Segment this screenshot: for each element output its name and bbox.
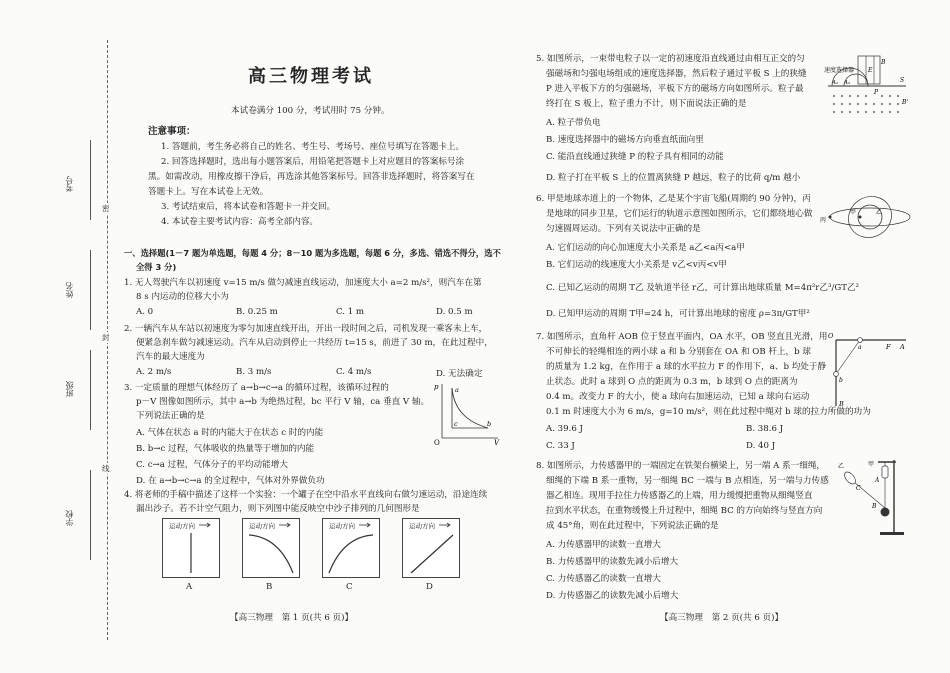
a1-label: A₁ xyxy=(832,80,839,86)
satellite-bing xyxy=(829,216,832,219)
sidebar-line xyxy=(90,140,91,220)
stand-base xyxy=(880,532,904,535)
question-2-text: 汽车的最大速度为 xyxy=(136,352,205,362)
question-8-text: 成 45°角，则在此过程中，下列说法正确的是 xyxy=(546,521,719,531)
q4-figure-a xyxy=(162,518,220,578)
page-footer: 【高三物理 第 2 页(共 6 页)】 xyxy=(660,613,784,623)
notice-line: 1. 答题前，考生务必将自己的姓名、考生号、考场号、座位号填写在答题卡上。 xyxy=(161,142,465,152)
q6-option: D. 已知甲运动的周期 T甲=24 h，可计算出地球的密度 ρ=3π/GT甲² xyxy=(546,309,810,319)
question-6-text: 匀速圆周运动。下列有关说法中正确的是 xyxy=(546,224,701,234)
yi-label: 乙 xyxy=(876,209,883,216)
a-label: a xyxy=(858,344,862,351)
velocity-selector-figure xyxy=(822,50,910,120)
question-5-text: 终打在 S 板上，粒子重力不计，则下面说法正确的是 xyxy=(546,99,747,109)
question-1-text: 8 s 内运动的位移大小为 xyxy=(136,292,229,302)
question-1-text: 1. 无人驾驶汽车以初速度 v=15 m/s 做匀减速直线运动，加速度大小 a=2 m/s²，则汽车在第 xyxy=(124,278,482,288)
o-label: O xyxy=(828,332,834,340)
q4-option: D xyxy=(426,582,433,592)
question-5-text: P 进入平板下方的匀强磁场，平板下方的磁场方向如图所示。粒子最 xyxy=(546,84,804,94)
q8-option: D. 力传感器乙的读数先减小后增大 xyxy=(546,591,679,601)
q4-figure-c-drawing xyxy=(323,519,379,577)
b-prime-label: B' xyxy=(902,99,909,106)
sidebar-line xyxy=(90,250,91,330)
weight xyxy=(881,508,890,517)
sidebar-line xyxy=(90,470,91,560)
notice-line: 答题卡上。写在本试卷上无效。 xyxy=(148,187,269,197)
q1-option: B. 0.25 m xyxy=(236,307,278,317)
yi-label: 乙 xyxy=(838,463,845,470)
question-7-text: 0.1 m 时速度大小为 6 m/s，g=10 m/s²，则在此过程中绳对 b 球的拉力所做的功为 xyxy=(546,407,871,417)
sync-orbit xyxy=(830,208,910,226)
ball-b xyxy=(834,372,839,377)
question-5-text: 强磁场和匀强电场组成的速度选择器，然后粒子通过平板 S 上的狭缝 xyxy=(546,69,807,79)
selector-label: 速度选择器 xyxy=(824,67,855,74)
question-5-text: 5. 如图所示，一束带电粒子以一定的初速度沿直线通过由相互正交的匀 xyxy=(536,54,805,64)
rod-figure xyxy=(826,330,910,410)
B-label: B xyxy=(839,400,844,408)
q1-option: A. 0 xyxy=(136,307,154,317)
q4-figure-b-drawing xyxy=(243,519,299,577)
question-3-text: 下列说法正确的是 xyxy=(136,411,205,421)
motion-direction-label: 运动方向 xyxy=(249,522,275,530)
seal-mark: 线 xyxy=(102,464,110,473)
q2-option: C. 4 m/s xyxy=(336,367,372,377)
question-7-text: 的质量为 1.2 kg，在作用于 a 球的水平拉力 F 的作用下，a、b 均处于静 xyxy=(546,362,827,372)
question-7-text: 0.4 m。改变力 F 的大小，使 a 球向右加速运动，已知 a 球向右运动 xyxy=(546,392,810,402)
notice-heading: 注意事项： xyxy=(148,126,196,137)
question-4-text: 4. 将老师的手稿中描述了这样一个实验：一个罐子在空中沿水平直线向右做匀速运动，沿途连续 xyxy=(124,490,488,500)
question-7-text: 止状态。此时 a 球到 O 点的距离为 0.3 m，b 球到 O 点的距离为 xyxy=(546,377,798,387)
q5-option: A. 粒子带负电 xyxy=(546,118,601,128)
question-2-text: 便紧急刹车做匀减速运动。汽车从启动到停止一共经历 t=15 s，前进了 30 m，在此过程中， xyxy=(136,338,493,348)
b-label: b xyxy=(839,377,843,384)
A-label: A xyxy=(900,343,905,351)
c-label: C xyxy=(856,485,861,492)
q4-figure-d xyxy=(402,518,460,578)
pv-diagram xyxy=(432,380,502,446)
q4-figure-b xyxy=(242,518,300,578)
question-8-text: 器乙相连。现用手拉住力传感器乙的上端，用力缓慢把重物从细绳竖直 xyxy=(546,491,813,501)
page-footer: 【高三物理 第 1 页(共 6 页)】 xyxy=(230,613,354,623)
q2-option: B. 3 m/s xyxy=(236,367,272,377)
a2-label: A₂ xyxy=(844,80,851,86)
bing-label: 丙 xyxy=(820,217,827,224)
question-6-text: 6. 甲是地球赤道上的一个物体，乙是某个宇宙飞船(周期约 90 分钟)，丙 xyxy=(536,194,811,204)
q4-figure-a-drawing xyxy=(163,519,219,577)
q1-option: C. 1 m xyxy=(336,307,365,317)
q8-option: C. 力传感器乙的读数一直增大 xyxy=(546,574,661,584)
object-jia xyxy=(859,216,862,219)
v-label: V xyxy=(494,439,500,446)
q6-option: B. 它们运动的线速度大小关系是 v乙<v丙<v甲 xyxy=(546,260,727,270)
force-sensor-figure xyxy=(834,456,910,536)
q4-option: B xyxy=(266,582,273,592)
motion-direction-label: 运动方向 xyxy=(329,522,355,530)
sensor-jia xyxy=(882,466,888,478)
q5-option: D. 粒子打在平板 S 上的位置离狭缝 P 越远，粒子的比荷 q/m 越小 xyxy=(546,173,801,183)
s-label: S xyxy=(900,77,905,84)
question-8-text: 8. 如图所示，力传感器甲的一端固定在铁架台横梁上，另一端 A 系一细绳， xyxy=(536,461,826,471)
exam-title: 高三物理考试 xyxy=(248,66,374,87)
orbit-figure xyxy=(820,192,912,242)
sand-line xyxy=(411,535,453,573)
q7-option: B. 38.6 J xyxy=(746,424,784,434)
exam-subtitle: 本试卷满分 100 分，考试用时 75 分钟。 xyxy=(231,106,390,116)
p-label: P xyxy=(874,89,879,96)
ball-a xyxy=(858,338,863,343)
q2-option: D. 无法确定 xyxy=(436,369,483,379)
q6-option: C. 已知乙运动的周期 T乙 及轨道半径 r乙，可计算出地球质量 M=4π²r乙³/GT乙² xyxy=(546,283,859,293)
q1-option: D. 0.5 m xyxy=(436,307,473,317)
question-3-text: 3. 一定质量的理想气体经历了 a→b→c→a 的循环过程，该循环过程的 xyxy=(124,383,389,393)
question-8-text: 细绳的下端 B 系一重物，另一细绳 BC 一端与 B 点相连，另一端与力传感 xyxy=(546,476,829,486)
q3-option: A. 气体在状态 a 时的内能大于在状态 c 时的内能 xyxy=(136,428,324,438)
ship-orbit xyxy=(841,192,899,242)
q5-option: C. 能沿直线通过狭缝 P 的粒子具有相同的动能 xyxy=(546,152,724,162)
sensor-yi xyxy=(842,470,857,486)
q5-option: B. 速度选择器中的磁场方向垂直纸面向里 xyxy=(546,135,704,145)
f-label: F xyxy=(886,343,891,351)
jia-label: 甲 xyxy=(868,461,875,468)
p-label: p xyxy=(434,383,439,391)
sidebar-label-name: 姓名 xyxy=(65,282,74,298)
a-label: A xyxy=(875,477,880,484)
q6-option: A. 它们运动的向心加速度大小关系是 a乙<a丙<a甲 xyxy=(546,243,745,253)
sidebar-label-class: 班级 xyxy=(65,381,74,397)
section-heading: 一、选择题(1－7 题为单选题，每题 4 分；8－10 题为多选题，每题 6 分，多选、错选不得分，选不 xyxy=(124,248,501,258)
sand-line xyxy=(249,535,293,573)
q8-option: A. 力传感器甲的读数一直增大 xyxy=(546,540,661,550)
origin-label: O xyxy=(434,439,440,446)
question-7-text: 不可伸长的轻绳相连的两小球 a 和 b 分别套在 OA 和 OB 杆上，b 球 xyxy=(546,347,811,357)
b-label: B xyxy=(872,503,877,510)
q4-option: C xyxy=(346,582,353,592)
q4-figure-c xyxy=(322,518,380,578)
field-dots xyxy=(833,95,899,113)
question-8-text: 拉到水平状态，在重物缓慢上升过程中，细绳 BC 的方向始终与竖直方向 xyxy=(546,506,823,516)
q8-option: B. 力传感器甲的读数先减小后增大 xyxy=(546,557,679,567)
jia-label: 甲 xyxy=(850,209,857,216)
q4-figure-d-drawing xyxy=(403,519,459,577)
e-label: E xyxy=(868,67,873,74)
state-a-label: a xyxy=(455,386,459,394)
sand-line xyxy=(329,535,373,573)
notice-line: 3. 考试结束后，将本试卷和答题卡一并交回。 xyxy=(161,202,336,212)
sidebar-label-exam-number: 考号 xyxy=(65,176,74,192)
q4-option: A xyxy=(186,582,193,592)
q7-option: D. 40 J xyxy=(746,441,776,451)
question-2-text: 2. 一辆汽车从车站以初速度为零匀加速直线开出，开出一段时间之后，司机发现一乘客未上车， xyxy=(124,324,488,334)
question-7-text: 7. 如图所示，直角杆 AOB 位于竖直平面内，OA 水平，OB 竖直且光滑，用 xyxy=(536,332,828,342)
state-c-label: c xyxy=(454,420,458,428)
question-4-text: 漏出沙子。若不计空气阻力，则下列图中能反映空中沙子排列的几何图形是 xyxy=(136,504,420,514)
notice-line: 4. 本试卷主要考试内容：高考全部内容。 xyxy=(161,217,319,227)
seal-mark: 密 xyxy=(102,204,110,213)
motion-direction-label: 运动方向 xyxy=(409,522,435,530)
q7-option: A. 39.6 J xyxy=(546,424,583,434)
q3-option: C. c→a 过程，气体分子的平均动能增大 xyxy=(136,460,288,470)
question-3-text: p－V 图像如图所示，其中 a→b 为绝热过程，bc 平行 V 轴，ca 垂直 V 轴。 xyxy=(136,397,430,407)
notice-line: 2. 回答选择题时，选出每小题答案后，用铅笔把答题卡上对应题目的答案标号涂 xyxy=(161,157,465,167)
question-6-text: 是地球的同步卫星，它们运行的轨道示意图如图所示，它们都绕地心做 xyxy=(546,209,813,219)
seal-mark: 封 xyxy=(102,333,110,342)
state-b-label: b xyxy=(487,420,492,428)
section-heading: 全得 3 分) xyxy=(136,262,177,272)
q3-option: D. 在 a→b→c→a 的全过程中，气体对外界做负功 xyxy=(136,476,325,486)
q7-option: C. 33 J xyxy=(546,441,575,451)
notice-line: 黑。如需改动，用橡皮擦干净后，再选涂其他答案标号。回答非选择题时，将答案写在 xyxy=(148,172,475,182)
string xyxy=(836,340,860,374)
b-label: B xyxy=(881,59,886,66)
q3-option: B. b→c 过程，气体吸收的热量等于增加的内能 xyxy=(136,444,315,454)
q2-option: A. 2 m/s xyxy=(136,367,172,377)
sidebar-line xyxy=(90,350,91,430)
sidebar-label-school: 学校 xyxy=(65,510,74,526)
motion-direction-label: 运动方向 xyxy=(169,522,195,530)
